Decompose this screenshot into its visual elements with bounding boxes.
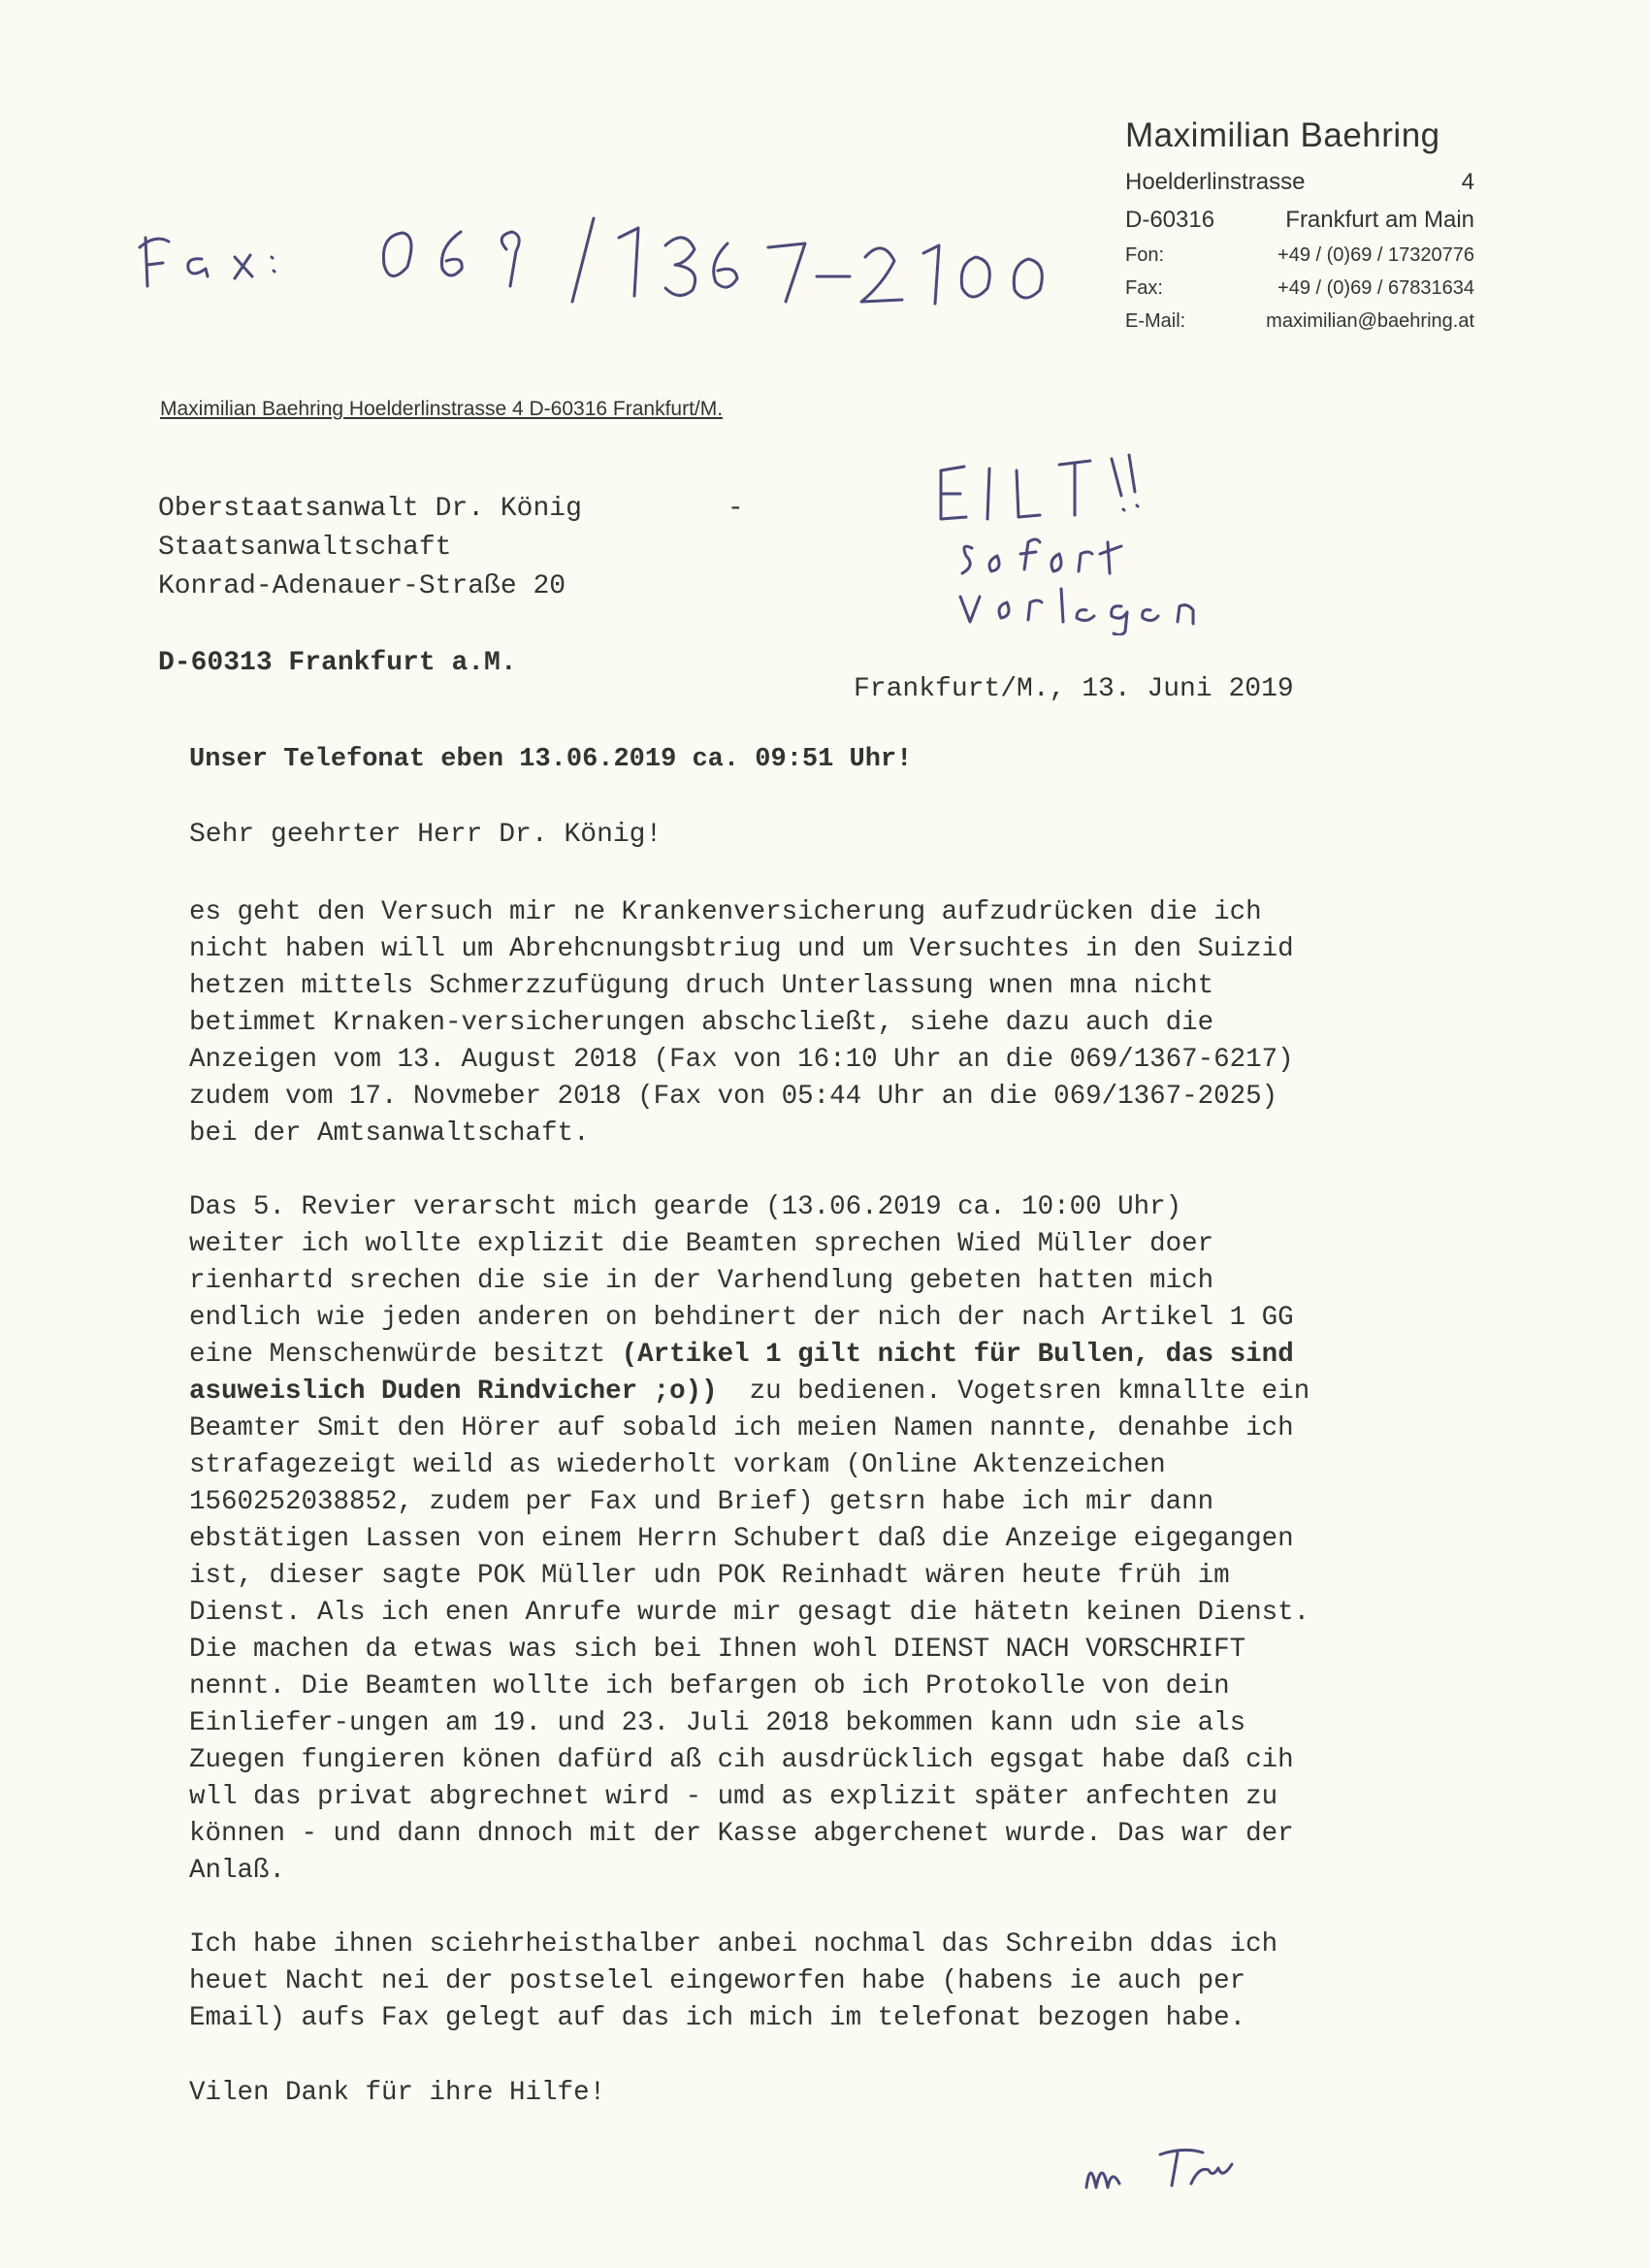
sender-postcode: D-60316 [1125,207,1215,233]
paragraph-2-line: Zuegen fungieren könen dafürd aß cih ausdrücklich egsgat habe daß cih [189,1745,1294,1775]
paragraph-2-bold-text: asuweislich Duden Rindvicher ;o)) [189,1377,718,1407]
email-value: maximilian@baehring.at [1266,310,1474,332]
letter-date: Frankfurt/M., 13. Juni 2019 [854,674,1294,704]
paragraph-1-line: hetzen mittels Schmerzzufügung druch Unterlassung wnen mna nicht [189,971,1214,1001]
phone-label: Fon: [1125,244,1165,266]
signature [1077,2120,1300,2207]
sender-street-line [1125,169,1474,207]
paragraph-2-line: Anlaß. [189,1856,286,1886]
paragraph-2-line: endlich wie jeden anderen on behdinert der nich der nach Artikel 1 GG [189,1303,1294,1333]
paragraph-2-plain-text: zu bedienen. Vogetsren kmnallte ein [717,1377,1310,1407]
recipient-city: D-60313 Frankfurt a.M. [158,648,517,678]
paragraph-2-line-mixed [189,1374,1392,1410]
email-label: E-Mail: [1125,310,1186,332]
phone-value: +49 / (0)69 / 17320776 [1277,244,1474,266]
paragraph-1-line: zudem vom 17. Novmeber 2018 (Fax von 05:44 Uhr an die 069/1367-2025) [189,1082,1278,1112]
paragraph-2-line: Beamter Smit den Hörer auf sobald ich meien Namen nannte, denahbe ich [189,1413,1294,1443]
paragraph-2-bold-text: (Artikel 1 gilt nicht für Bullen, das sind [621,1340,1294,1370]
handwritten-fax-number [126,209,1057,325]
fax-label: Fax: [1125,277,1163,299]
paragraph-3-line: heuet Nacht nei der postselel eingeworfen habe (habens ie auch per [189,1966,1246,1996]
paragraph-1-line: betimmet Krnaken-versicherungen abschcließt, siehe dazu auch die [189,1008,1214,1038]
paragraph-2-line: Das 5. Revier verarscht mich gearde (13.06.2019 ca. 10:00 Uhr) [189,1192,1182,1222]
paragraph-2-line: rienhartd srechen die sie in der Varhendlung gebeten hatten mich [189,1266,1214,1296]
paragraph-2-line: ist, dieser sagte POK Müller udn POK Reinhadt wären heute früh im [189,1561,1230,1591]
closing-line: Vilen Dank für ihre Hilfe! [189,2078,606,2108]
recipient-block [158,490,744,606]
paragraph-2-line: nennt. Die Beamten wollte ich befargen ob ich Protokolle von dein [189,1671,1230,1701]
paragraph-2-line: 1560252038852, zudem per Fax und Brief) getsrn habe ich mir dann [189,1487,1214,1517]
paragraph-1-line: nicht haben will um Abrehcnungsbtriug und um Versuchtes in den Suizid [189,934,1294,964]
paragraph-2-line-mixed [189,1337,1392,1374]
recipient-dash: - [727,494,744,524]
paragraph-2-plain-text: eine Menschenwürde besitzt [189,1340,622,1370]
sender-street: Hoelderlinstrasse [1125,169,1306,195]
paragraph-1 [189,894,1392,1152]
paragraph-2-line: strafagezeigt weild as wiederholt vorkam (Online Aktenzeichen [189,1450,1166,1480]
paragraph-2-line: Dienst. Als ich enen Anrufe wurde mir gesagt die hätetn keinen Dienst. [189,1598,1310,1628]
sender-name: Maximilian Baehring [1125,116,1440,154]
paragraph-2-line: Einliefer-ungen am 19. und 23. Juli 2018 bekommen kann udn sie als [189,1708,1246,1738]
paragraph-1-line: bei der Amtsanwaltschaft. [189,1118,590,1149]
paragraph-1-line: Anzeigen vom 13. August 2018 (Fax von 16:10 Uhr an die 069/1367-6217) [189,1045,1294,1075]
paragraph-2-line: weiter ich wollte explizit die Beamten sprechen Wied Müller doer [189,1229,1214,1259]
return-address: Maximilian Baehring Hoelderlinstrasse 4 D-60316 Frankfurt/M. [160,398,724,420]
sender-email-line [1125,310,1474,343]
handwritten-urgent-note [931,441,1280,635]
sender-phone-line [1125,244,1474,277]
fax-value: +49 / (0)69 / 67831634 [1277,277,1474,299]
sender-fax-line [1125,277,1474,310]
sender-city-line [1125,207,1474,244]
letter-subject: Unser Telefonat eben 13.06.2019 ca. 09:51 Uhr! [189,745,913,774]
paragraph-3-line: Ich habe ihnen sciehrheisthalber anbei nochmal das Schreibn ddas ich [189,1929,1278,1960]
paragraph-2-line: wll das privat abgrechnet wird - umd as explizit später anfechten zu [189,1782,1278,1812]
sender-city: Frankfurt am Main [1285,207,1474,233]
paragraph-2-line: können - und dann dnnoch mit der Kasse abgerchenet wurde. Das war der [189,1819,1294,1849]
paragraph-3-line: Email) aufs Fax gelegt auf das ich mich im telefonat bezogen habe. [189,2003,1246,2033]
sender-block [1125,116,1474,343]
closing [189,2075,1392,2112]
recipient-line-2: Staatsanwaltschaft [158,533,452,563]
paragraph-2-line: Die machen da etwas was sich bei Ihnen wohl DIENST NACH VORSCHRIFT [189,1635,1246,1665]
salutation: Sehr geehrter Herr Dr. König! [189,820,663,850]
sender-house-number: 4 [1461,169,1474,195]
recipient-line-1: Oberstaatsanwalt Dr. König [158,494,582,524]
paragraph-1-line: es geht den Versuch mir ne Krankenversicherung aufzudrücken die ich [189,897,1262,927]
paragraph-2 [189,1189,1392,1890]
recipient-line-3: Konrad-Adenauer-Straße 20 [158,571,566,601]
paragraph-3 [189,1927,1392,2037]
paragraph-2-line: ebstätigen Lassen von einem Herrn Schubert daß die Anzeige eigegangen [189,1524,1294,1554]
